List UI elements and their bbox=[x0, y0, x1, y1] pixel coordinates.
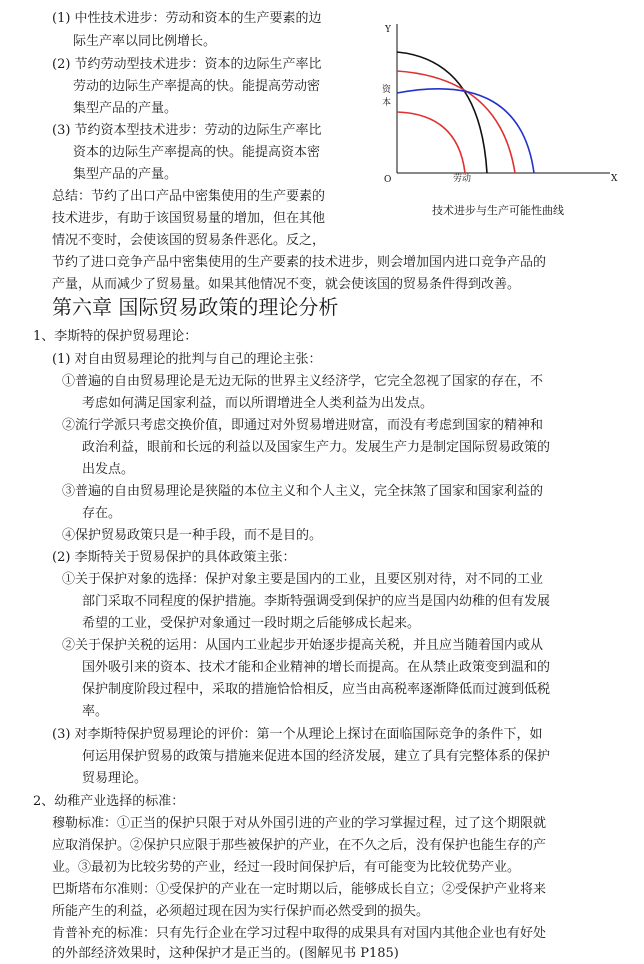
summary-line-1: 总结：节约了出口产品中密集使用的生产要素的 bbox=[52, 189, 326, 204]
ppf-curve-blue bbox=[397, 89, 534, 173]
intro-item-3-line-1: (3) 节约资本型技术进步：劳动的边际生产率比 bbox=[52, 123, 322, 138]
policy-2-line-4: 率。 bbox=[82, 704, 109, 719]
point-1-line-2: 考虑如何满足国家利益，而以所谓增进全人类利益为出发点。 bbox=[82, 396, 434, 411]
intro-item-1-line-2: 际生产率以同比例增长。 bbox=[73, 34, 217, 49]
x-axis-label: 劳动 bbox=[453, 174, 472, 184]
ppf-diagram bbox=[370, 10, 630, 230]
y-label-char-1: 资 bbox=[382, 85, 392, 95]
evaluation-line-1: (3) 对李斯特保护贸易理论的评价：第一个从理论上探讨在面临国际竞争的条件下，如 bbox=[52, 727, 543, 742]
kemp-criterion-line-1: 肯普补充的标准：只有先行企业在学习过程中取得的成果具有对国内其他企业也有好处 bbox=[52, 926, 547, 941]
ppf-curve-red-outer bbox=[397, 71, 515, 173]
point-3-line-2: 存在。 bbox=[82, 506, 122, 521]
bastable-criterion-line-1: 巴斯塔布尔准则：①受保护的产业在一定时期以后，能够成长自立；②受保护产业将来 bbox=[52, 882, 547, 897]
intro-item-2-line-2: 劳动的边际生产率提高的快。能提高劳动密 bbox=[73, 79, 321, 94]
summary-line-2: 技术进步，有助于该国贸易量的增加，但在其他 bbox=[52, 211, 326, 226]
policy-2-line-3: 保护制度阶段过程中，采取的措施恰恰相反，应当由高税率逐渐降低而过渡到低税 bbox=[82, 682, 551, 697]
figure-caption: 技术进步与生产可能性曲线 bbox=[432, 204, 564, 217]
evaluation-line-3: 贸易理论。 bbox=[82, 771, 148, 786]
y-label-char-2: 本 bbox=[382, 98, 392, 108]
mill-criterion-line-2: 应取消保护。②保护只应限于那些被保护的产业，在不久之后，没有保护也能生存的产 bbox=[52, 838, 547, 853]
point-4: ④保护贸易政策只是一种手段，而不是目的。 bbox=[62, 528, 323, 543]
intro-item-2-line-3: 集型产品的产量。 bbox=[73, 101, 178, 116]
section-1-sub-2: (2) 李斯特关于贸易保护的具体政策主张： bbox=[52, 550, 296, 565]
evaluation-line-2: 何运用保护贸易的政策与措施来促进本国的经济发展，建立了具有完整体系的保护 bbox=[82, 749, 551, 764]
kemp-criterion-line-2: 的外部经济效果时，这种保护才是正当的。(图解见书 P185) bbox=[52, 946, 399, 961]
point-2-line-3: 出发点。 bbox=[82, 462, 135, 477]
policy-1-line-3: 希望的工业，受保护对象通过一段时期之后能够成长起来。 bbox=[82, 616, 421, 631]
point-1-line-1: ①普遍的自由贸易理论是无边无际的世界主义经济学，它完全忽视了国家的存在，不 bbox=[62, 374, 544, 389]
policy-1-line-1: ①关于保护对象的选择：保护对象主要是国内的工业，且要区别对待，对不同的工业 bbox=[62, 572, 544, 587]
point-2-line-1: ②流行学派只考虑交换价值，即通过对外贸易增进财富，而没有考虑到国家的精神和 bbox=[62, 418, 544, 433]
intro-item-2-line-1: (2) 节约劳动型技术进步：资本的边际生产率比 bbox=[52, 57, 322, 72]
summary-line-3: 情况不变时，会使该国的贸易条件恶化。反之， bbox=[52, 233, 326, 248]
ppf-curve-red-inner bbox=[397, 112, 465, 173]
x-axis-letter: X bbox=[611, 174, 618, 184]
section-1-heading: 1、李斯特的保护贸易理论： bbox=[33, 329, 198, 344]
mill-criterion-line-1: 穆勒标准：①正当的保护只限于对从外国引进的产业的学习掌握过程，过了这个期限就 bbox=[52, 816, 547, 831]
policy-2-line-2: 国外吸引来的资本、技术才能和企业精神的增长而提高。在从禁止政策变到温和的 bbox=[82, 660, 551, 675]
policy-1-line-2: 部门采取不同程度的保护措施。李斯特强调受到保护的应当是国内幼稚的但有发展 bbox=[82, 594, 551, 609]
point-3-line-1: ③普遍的自由贸易理论是狭隘的本位主义和个人主义，完全抹煞了国家和国家利益的 bbox=[62, 484, 544, 499]
intro-item-1-line-1: (1) 中性技术进步：劳动和资本的生产要素的边 bbox=[52, 11, 322, 26]
section-1-sub-1: (1) 对自由贸易理论的批判与自己的理论主张： bbox=[52, 352, 322, 367]
chapter-title: 第六章 国际贸易政策的理论分析 bbox=[52, 295, 339, 319]
intro-item-3-line-2: 资本的边际生产率提高的快。能提高资本密 bbox=[73, 145, 321, 160]
policy-2-line-1: ②关于保护关税的运用：从国内工业起步开始逐步提高关税，并且应当随着国内或从 bbox=[62, 638, 544, 653]
summary-line-4: 节约了进口竞争产品中密集使用的生产要素的技术进步，则会增加国内进口竞争产品的 bbox=[52, 255, 547, 270]
summary-line-5: 产量，从而减少了贸易量。如果其他情况不变，就会使该国的贸易条件得到改善。 bbox=[52, 277, 521, 292]
point-2-line-2: 政治利益，眼前和长远的利益以及国家生产力。发展生产力是制定国际贸易政策的 bbox=[82, 440, 551, 455]
intro-item-3-line-3: 集型产品的产量。 bbox=[73, 167, 178, 182]
bastable-criterion-line-2: 所能产生的利益，必须超过现在因为实行保护而必然受到的损失。 bbox=[52, 904, 430, 919]
origin-letter: O bbox=[384, 175, 392, 185]
y-axis-letter: Y bbox=[385, 25, 391, 35]
mill-criterion-line-3: 业。③最初为比较劣势的产业，经过一段时间保护后，有可能变为比较优势产业。 bbox=[52, 860, 521, 875]
section-2-heading: 2、幼稚产业选择的标准： bbox=[33, 794, 185, 809]
